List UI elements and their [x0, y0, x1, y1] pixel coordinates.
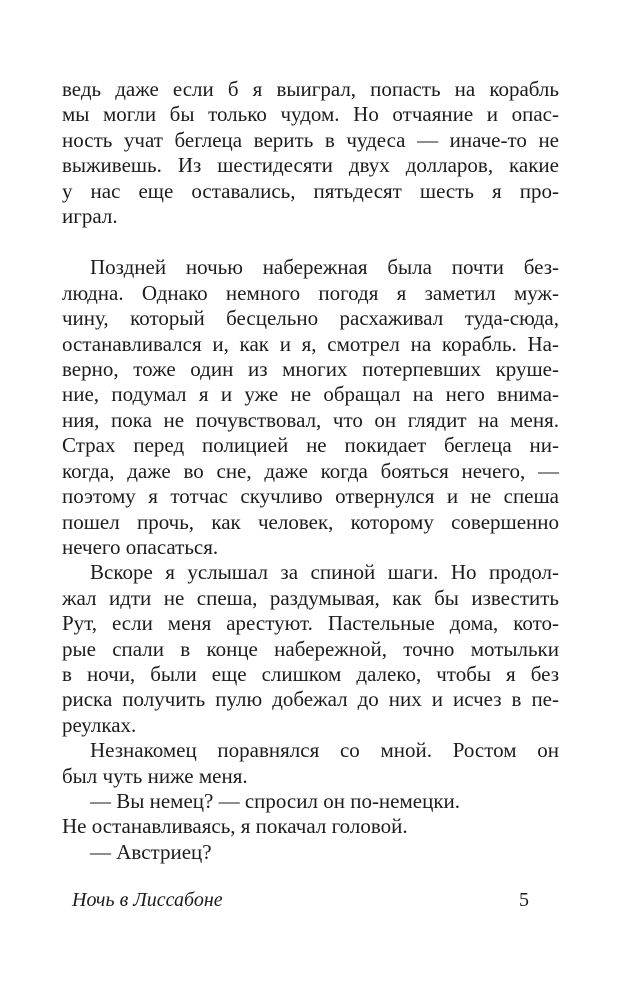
text-line: жал идти не спеша, раздумывая, как бы известить [62, 585, 559, 610]
text-line: Рут, если меня арестуют. Пастельные дома, кото- [62, 611, 559, 636]
paragraph [62, 560, 559, 738]
text-line: выживешь. Из шестидесяти двух долларов, какие [62, 153, 559, 178]
paragraph [62, 840, 559, 865]
text-line: поэтому я тотчас скучливо отвернулся и не спеша [62, 484, 559, 509]
text-line: верно, тоже один из многих потерпевших круше- [62, 357, 559, 382]
page-text [62, 77, 559, 865]
text-line: останавливался и, как и я, смотрел на корабль. На- [62, 331, 559, 356]
text-line: был чуть ниже меня. [62, 763, 248, 788]
text-line: рые спали в конце набережной, точно мотыльки [62, 636, 559, 661]
text-line: чину, который бесцельно расхаживал туда-сюда, [62, 306, 559, 331]
text-line: играл. [62, 204, 118, 229]
text-line: мы могли бы только чудом. Но отчаяние и опас- [62, 102, 559, 127]
page-number: 5 [519, 889, 529, 911]
text-line: Страх перед полицией не покидает беглеца ни- [62, 433, 559, 458]
text-line: реулках. [62, 712, 137, 737]
text-line: Вскоре я услышал за спиной шаги. Но продол- [90, 560, 559, 585]
text-line: ния, пока не почувствовал, что он глядит на меня. [62, 407, 559, 432]
paragraph [62, 789, 559, 814]
paragraph [62, 738, 559, 789]
text-line: ведь даже если б я выиграл, попасть на корабль [62, 77, 559, 101]
paragraph [62, 814, 559, 839]
text-line: людна. Однако немного погодя я заметил муж- [62, 280, 559, 305]
text-line: в ночи, были еще слишком далеко, чтобы я без [62, 661, 559, 686]
text-line: когда, даже во сне, даже когда бояться нечего, — [62, 458, 559, 483]
paragraph [62, 77, 559, 229]
running-title: Ночь в Лиссабоне [72, 889, 223, 911]
text-line: Поздней ночью набережная была почти без- [90, 255, 559, 280]
text-line: ние, подумал я и уже не обращал на него внима- [62, 382, 559, 407]
text-line: Незнакомец поравнялся со мной. Ростом он [90, 738, 559, 763]
text-line: риска получить пулю добежал до них и исчез в пе- [62, 687, 559, 712]
text-line: пошел прочь, как человек, которому совершенно [62, 509, 559, 534]
text-line: ность учат беглеца верить в чудеса — иначе-то не [62, 127, 559, 152]
paragraph [62, 255, 559, 560]
text-line: Не останавливаясь, я покачал головой. [62, 814, 408, 839]
text-line: — Австриец? [90, 839, 212, 864]
text-line: у нас еще оставались, пятьдесят шесть я про- [62, 178, 559, 203]
text-line: — Вы немец? — спросил он по-немецки. [90, 788, 461, 813]
text-line: нечего опасаться. [62, 534, 219, 559]
page-footer [62, 888, 559, 912]
